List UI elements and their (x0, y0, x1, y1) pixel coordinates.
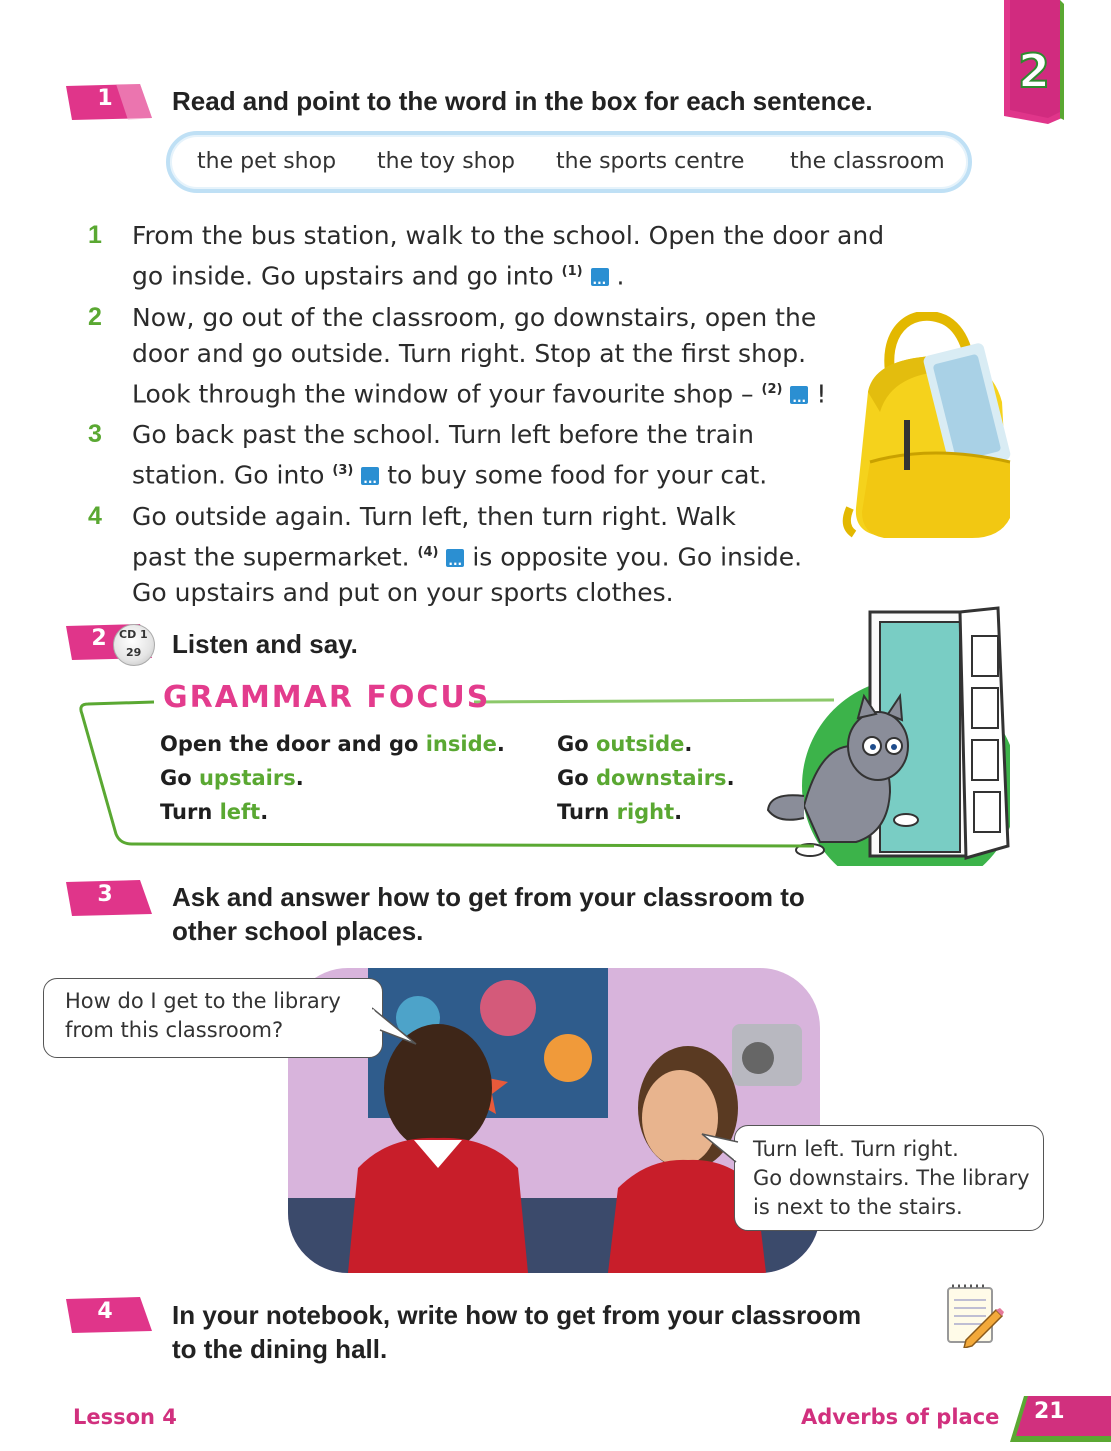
sentence-number: 2 (88, 303, 102, 331)
exercise-1-badge (66, 84, 152, 120)
grammar-text: Go (160, 766, 199, 790)
grammar-text: Open the door and go (160, 732, 426, 756)
bubble-line: How do I get to the library (65, 989, 341, 1013)
grammar-adverb: upstairs (198, 766, 296, 790)
bubble-line: Turn left. Turn right. (753, 1137, 959, 1161)
exercise-4-number: 4 (97, 1299, 113, 1324)
speech-bubble-answer (734, 1125, 1044, 1231)
exercise-1-number: 1 (97, 86, 113, 111)
word-box-item[interactable]: the toy shop (377, 149, 516, 174)
grammar-text: Go (557, 766, 596, 790)
backpack-illustration (840, 312, 1020, 542)
sentence-text: past the supermarket. (132, 542, 418, 572)
footer-lesson: Lesson 4 (73, 1405, 177, 1429)
gap-box (591, 268, 609, 286)
page-number-tab (1010, 1396, 1111, 1442)
grammar-line (160, 766, 304, 790)
sentence-3 (132, 417, 767, 493)
gap-box (446, 549, 464, 567)
sentence-text: station. Go into (132, 460, 333, 490)
speech-bubble-question (43, 978, 383, 1058)
sentence-line: Go upstairs and put on your sports clothes. (132, 578, 674, 608)
sentence-text: . (608, 261, 625, 291)
instruction-line: In your notebook, write how to get from your classroom (172, 1300, 862, 1330)
footer-topic: Adverbs of place (801, 1405, 1000, 1429)
notebook-pencil-icon (944, 1282, 1004, 1348)
page-number: 21 (1034, 1399, 1065, 1424)
word-box-item[interactable]: the pet shop (197, 149, 337, 174)
sentence-line (132, 453, 767, 493)
sentence-line: Go outside again. Turn left, then turn right. Walk (132, 502, 736, 531)
cd-track: 29 (126, 646, 142, 659)
gap-number: (3) (332, 463, 354, 478)
grammar-adverb: downstairs (595, 766, 727, 790)
grammar-text: . (260, 800, 269, 824)
exercise-4-instruction (172, 1298, 861, 1366)
grammar-text: . (726, 766, 735, 790)
instruction-line: to the dining hall. (172, 1334, 388, 1364)
sentence-text: go inside. Go upstairs and go into (132, 261, 562, 291)
bubble-tail (700, 1132, 740, 1172)
exercise-3-badge (66, 880, 152, 916)
grammar-text: Turn (557, 800, 617, 824)
grammar-text: . (295, 766, 304, 790)
sentence-line: From the bus station, walk to the school. Open the door and (132, 221, 885, 250)
bubble-tail (372, 1000, 418, 1050)
instruction-line: Ask and answer how to get from your classroom to (172, 882, 805, 912)
grammar-focus-title: GRAMMAR FOCUS (163, 680, 491, 715)
grammar-adverb: outside (595, 732, 685, 756)
sentence-line (132, 254, 884, 294)
grammar-text: . (684, 732, 693, 756)
exercise-2-number: 2 (91, 626, 107, 651)
sentence-line: Go back past the school. Turn left before the train (132, 420, 754, 449)
grammar-adverb: right (616, 800, 675, 824)
grammar-adverb: inside (425, 732, 497, 756)
grammar-line (557, 800, 682, 824)
unit-tab (1000, 0, 1064, 125)
sentence-line (132, 372, 826, 412)
sentence-4 (132, 499, 802, 611)
sentence-text: to buy some food for your cat. (379, 460, 768, 490)
unit-number: 2 (1017, 44, 1050, 98)
instruction-line: other school places. (172, 916, 424, 946)
gap-number: (1) (561, 264, 583, 279)
sentence-text: Look through the window of your favourite shop – (132, 379, 762, 409)
gap-number: (4) (417, 545, 439, 560)
sentence-text: is opposite you. Go inside. (464, 542, 803, 572)
exercise-3-instruction (172, 880, 805, 948)
grammar-line (160, 800, 268, 824)
sentence-line: door and go outside. Turn right. Stop at the first shop. (132, 339, 807, 368)
bubble-line: Go downstairs. The library (753, 1166, 1030, 1190)
grammar-text: . (496, 732, 505, 756)
grammar-line (160, 732, 505, 756)
exercise-3-number: 3 (97, 882, 113, 907)
exercise-2-instruction: Listen and say. (172, 629, 358, 659)
bubble-line: from this classroom? (65, 1018, 284, 1042)
grammar-line (557, 732, 692, 756)
word-box (166, 131, 972, 193)
grammar-line (557, 766, 735, 790)
grammar-text: Go (557, 732, 596, 756)
gap-number: (2) (761, 382, 783, 397)
gap-box (361, 467, 379, 485)
cd-label: CD 1 (119, 628, 148, 641)
word-box-item[interactable]: the sports centre (556, 149, 745, 174)
cd-icon[interactable] (113, 624, 155, 666)
word-box-item[interactable]: the classroom (790, 149, 945, 174)
bubble-line: is next to the stairs. (753, 1195, 963, 1219)
sentence-2 (132, 300, 826, 412)
grammar-text: . (674, 800, 683, 824)
exercise-4-badge (66, 1297, 152, 1333)
sentence-number: 3 (88, 420, 102, 448)
sentence-line (132, 535, 802, 575)
sentence-line: Now, go out of the classroom, go downstairs, open the (132, 303, 817, 332)
gap-box (790, 386, 808, 404)
sentence-number: 4 (88, 502, 102, 530)
grammar-adverb: left (219, 800, 261, 824)
grammar-text: Turn (160, 800, 220, 824)
sentence-text: ! (808, 379, 827, 409)
exercise-1-instruction: Read and point to the word in the box for each sentence. (172, 86, 873, 116)
sentence-1 (132, 218, 884, 294)
sentence-number: 1 (88, 221, 102, 249)
